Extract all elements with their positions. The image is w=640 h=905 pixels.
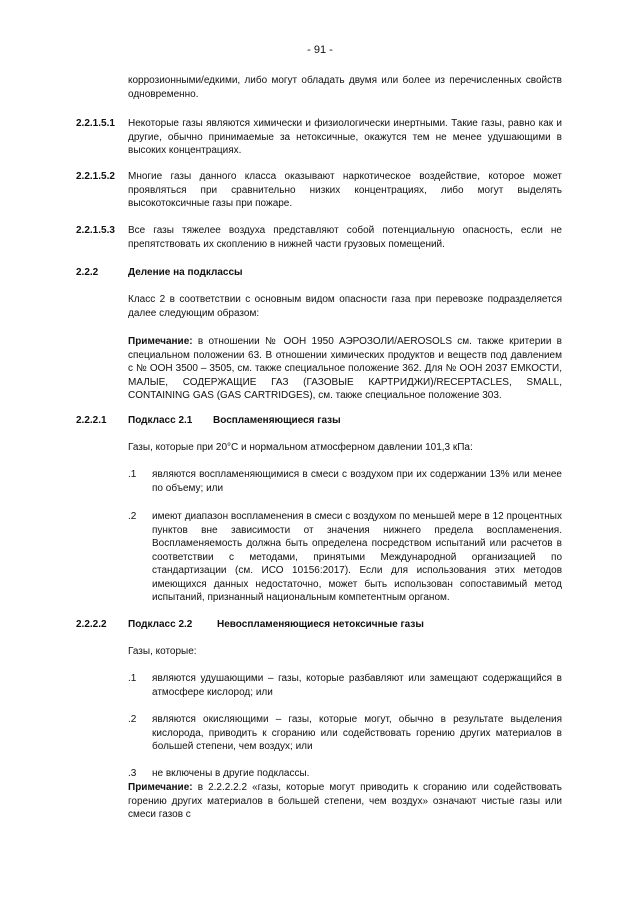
list-item-number: .2 bbox=[128, 511, 137, 522]
continued-paragraph: коррозионными/едкими, либо могут обладать двумя или более из перечисленных свойств одновременно. bbox=[128, 75, 562, 100]
page-number: - 91 - bbox=[307, 44, 333, 56]
list-item: являются удушающими – газы, которые разбавляют или замещают содержащийся в атмосфере кислород; или bbox=[152, 673, 562, 698]
note-label: Примечание: bbox=[128, 336, 193, 347]
paragraph-class2-intro: Класс 2 в соответствии с основным видом опасности газа при перевозке подразделяется далее следующим образом: bbox=[128, 294, 562, 319]
note-2-2-2-2 bbox=[128, 781, 562, 822]
list-item: являются окисляющими – газы, которые могут, обычно в результате выделения кислорода, приводить к сгоранию или содействовать горению других материалов в большей степени, чем воздух; или bbox=[152, 714, 562, 752]
paragraph-2-2-1-5-1: Некоторые газы являются химически и физиологически инертными. Такие газы, равно как и другие, обычно принимаемые за нетоксичные, окажутся тем не менее удушающими в высоких концентрациях. bbox=[128, 118, 562, 156]
paragraph-2-2-2-2-intro: Газы, которые: bbox=[128, 646, 197, 657]
note-label: Примечание: bbox=[128, 782, 193, 793]
subclass-label-2-1: Подкласс 2.1 bbox=[128, 415, 193, 426]
paragraph-2-2-1-5-3: Все газы тяжелее воздуха представляют собой потенциальную опасность, если не препятствовать их скоплению в нижней части грузовых помещений. bbox=[128, 225, 562, 250]
section-number-2-2-2-2: 2.2.2.2 bbox=[76, 619, 107, 630]
list-item: имеют диапазон воспламенения в смеси с воздухом по меньшей мере в 12 процентных пунктов вне зависимости от значения нижнего предела воспламенения. Воспламеняемость должна быть определена посредством испытаний или расчетов в соответствии с методами, принятыми Международной организацией по стандартизации (см. ИСО 10156:2017). Если для использования этих методов имеющихся данных недостаточно, может быть использован сопоставимый метод испытаний, признанный национальным компетентным органом. bbox=[152, 511, 562, 603]
note-2-2-2 bbox=[128, 335, 562, 403]
list-item-number: .1 bbox=[128, 673, 137, 684]
subclass-title-2-1: Воспламеняющиеся газы bbox=[213, 415, 341, 426]
section-heading-2-2-2: Деление на подклассы bbox=[128, 267, 243, 278]
note-text: в отношении № ООН 1950 АЭРОЗОЛИ/AEROSOLS см. также критерии в специальном положении 63. В отношении химических продуктов и веществ под давлением с № ООН 3500 – 3505, см. также специальное положение 362. Для № ООН 2037 ЕМКОСТИ, МАЛЫЕ, СОДЕРЖАЩИЕ ГАЗ (ГАЗОВЫЕ КАРТРИДЖИ)/RECEPTACLES, SMALL, CONTAINING GAS (GAS CARTRIDGES), см. также специальное положение 303. bbox=[128, 336, 562, 401]
list-item: являются воспламеняющимися в смеси с воздухом при их содержании 13% или менее по объему; или bbox=[152, 469, 562, 494]
list-item: не включены в другие подклассы. bbox=[152, 768, 310, 779]
section-number-2-2-1-5-2: 2.2.1.5.2 bbox=[76, 171, 115, 182]
list-item-number: .1 bbox=[128, 469, 137, 480]
list-item-number: .2 bbox=[128, 714, 137, 725]
paragraph-2-2-1-5-2: Многие газы данного класса оказывают наркотическое воздействие, которое может проявляться при сравнительно низких концентрациях, либо могут выделять высокотоксичные газы при пожаре. bbox=[128, 171, 562, 209]
list-item-number: .3 bbox=[128, 768, 137, 779]
paragraph-2-2-2-1-intro: Газы, которые при 20°C и нормальном атмосферном давлении 101,3 кПа: bbox=[128, 442, 473, 453]
subclass-title-2-2: Невоспламеняющиеся нетоксичные газы bbox=[217, 619, 424, 630]
section-number-2-2-2-1: 2.2.2.1 bbox=[76, 415, 107, 426]
subclass-label-2-2: Подкласс 2.2 bbox=[128, 619, 193, 630]
section-number-2-2-2: 2.2.2 bbox=[76, 267, 99, 278]
section-number-2-2-1-5-1: 2.2.1.5.1 bbox=[76, 118, 115, 129]
note-text: в 2.2.2.2.2 «газы, которые могут приводить к сгоранию или содействовать горению других материалов в большей степени, чем воздух» означают чистые газы или смеси газов с bbox=[128, 782, 562, 820]
section-number-2-2-1-5-3: 2.2.1.5.3 bbox=[76, 225, 115, 236]
